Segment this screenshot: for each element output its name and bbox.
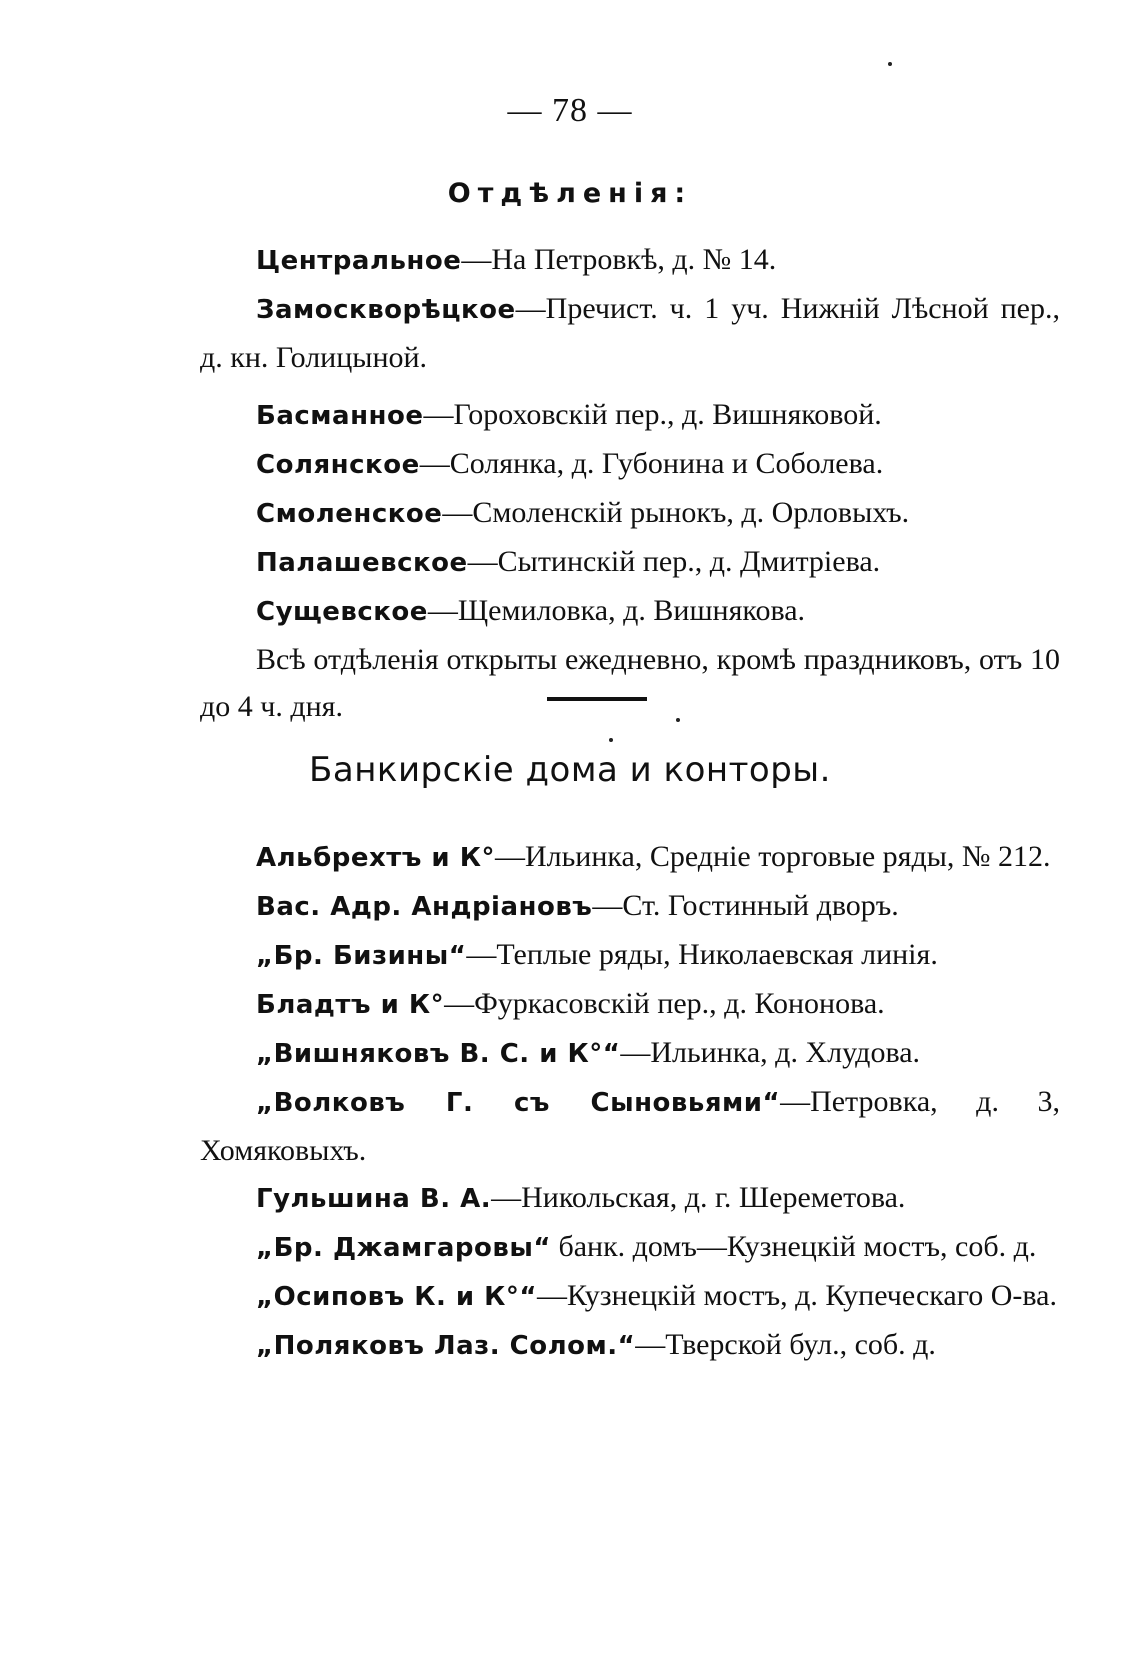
print-speck (676, 718, 680, 722)
bank-address: —Фуркасовскій пер., д. Кононова. (444, 987, 885, 1020)
bank-address: банк. домъ—Кузнецкій мостъ, соб. д. (550, 1230, 1037, 1263)
branch-address: —Сытинскій пер., д. Дмитріева. (467, 545, 881, 578)
branch-name: Смоленское (256, 499, 443, 529)
bank-entry (200, 1223, 1060, 1272)
branch-address: —Смоленскій рынокъ, д. Орловыхъ. (442, 496, 910, 529)
bank-name: „Бр. Бизины“ (256, 941, 467, 971)
bank-name: Гульшина В. А. (256, 1184, 492, 1214)
branch-name: Палашевское (256, 548, 468, 578)
bank-entry (200, 882, 1060, 931)
bank-address: —Теплые ряды, Николаевская линія. (466, 938, 938, 971)
section-divider (547, 697, 647, 701)
bank-entry (200, 980, 1060, 1029)
bank-entry (200, 1078, 1060, 1174)
branch-address: —Пречист. ч. 1 уч. Нижній Лѣсной пер., д. кн. Голицыной. (200, 292, 1060, 374)
bank-address: —Никольская, д. г. Шереметова. (491, 1181, 906, 1214)
bank-entry (200, 1321, 1060, 1370)
print-speck (888, 62, 892, 66)
banks-heading: Банкирскіе дома и конторы. (309, 750, 831, 790)
bank-entry (200, 1272, 1060, 1321)
branch-entry (200, 538, 1060, 587)
branch-address: —Гороховскій пер., д. Вишняковой. (423, 398, 882, 431)
branch-name: Сущевское (256, 597, 428, 627)
branches-list (200, 236, 1060, 730)
branch-address: —На Петровкѣ, д. № 14. (461, 243, 777, 276)
bank-entry (200, 833, 1060, 882)
branch-name: Басманное (256, 401, 424, 431)
bank-name: „Вишняковъ В. С. и К°“ (256, 1039, 621, 1069)
branch-address: —Щемиловка, д. Вишнякова. (427, 594, 806, 627)
branch-entry (200, 587, 1060, 636)
bank-address: —Тверской бул., соб. д. (635, 1328, 936, 1361)
branch-entry (200, 489, 1060, 538)
print-speck (609, 738, 613, 742)
bank-address: —Ильинка, Средніе торговые ряды, № 212. (494, 840, 1051, 873)
branch-name: Центральное (256, 246, 462, 276)
branch-name: Замоскворѣцкое (256, 295, 516, 325)
bank-name: „Осиповъ К. и К°“ (256, 1282, 537, 1312)
branch-entry (200, 440, 1060, 489)
bank-name: „Поляковъ Лаз. Солом.“ (256, 1331, 636, 1361)
bank-address: —Петровка, д. 3, Хомяковыхъ. (200, 1085, 1060, 1167)
bank-name: Вас. Адр. Андріановъ (256, 892, 593, 922)
bank-name: Альбрехтъ и К° (256, 843, 495, 873)
bank-address: —Кузнецкій мостъ, д. Купеческаго О-ва. (536, 1279, 1057, 1312)
branch-address: —Солянка, д. Губонина и Соболева. (419, 447, 884, 480)
bank-name: „Волковъ Г. съ Сыновьями“ (256, 1088, 781, 1118)
branch-name: Солянское (256, 450, 420, 480)
branch-entry (200, 391, 1060, 440)
branches-hours-note: Всѣ отдѣленія открыты ежедневно, кромѣ праздниковъ, отъ 10 до 4 ч. дня. (200, 643, 1060, 723)
bank-entry (200, 1174, 1060, 1223)
branch-entry (200, 285, 1060, 381)
banks-list (200, 833, 1060, 1370)
bank-address: —Ст. Гостинный дворъ. (592, 889, 899, 922)
bank-entry (200, 931, 1060, 980)
bank-name: „Бр. Джамгаровы“ (256, 1233, 551, 1263)
bank-entry (200, 1029, 1060, 1078)
branches-heading: Отдѣленія: (447, 178, 693, 209)
page-number: — 78 — (507, 92, 633, 129)
bank-address: —Ильинка, д. Хлудова. (620, 1036, 921, 1069)
bank-name: Бладтъ и К° (256, 990, 445, 1020)
branch-entry (200, 236, 1060, 285)
